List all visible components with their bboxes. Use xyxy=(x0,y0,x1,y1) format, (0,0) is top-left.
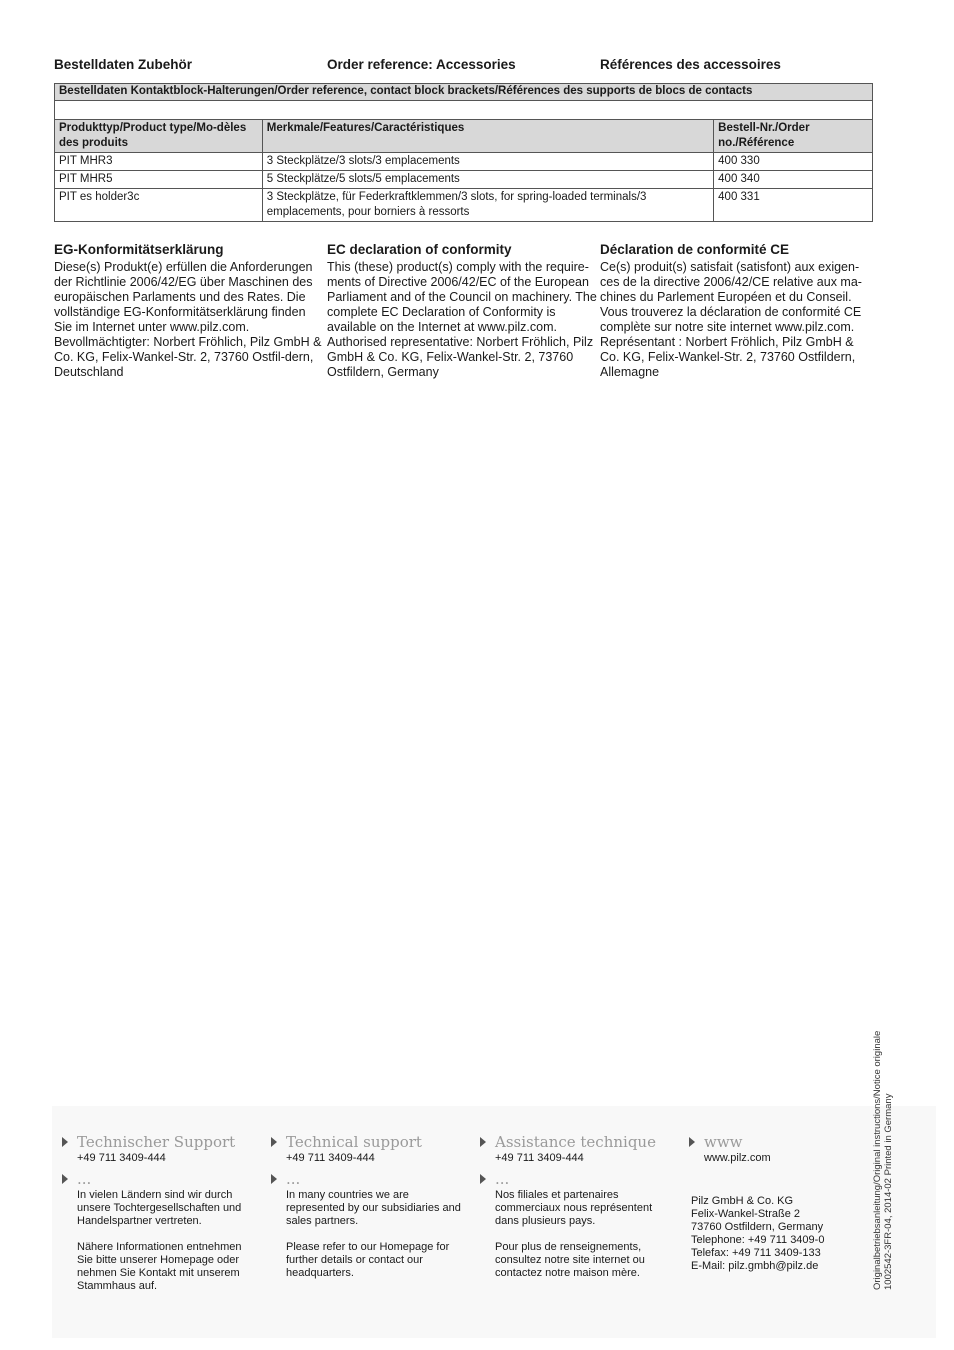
arrow-right-icon xyxy=(480,1174,486,1184)
conformity-text-fr: Ce(s) produit(s) satisfait (satisfont) aux exigen-ces de la directive 2006/42/CE relative aux ma-chines du Parlement Européen et du Conseil. Vous trouverez la déclaration de conformité CE complète sur notre site internet www.pilz.com. Représentant : Norbert Fröhlich, Pilz GmbH & Co. KG, Felix-Wankel-Str. 2, 73760 Ostfildern, Allemagne xyxy=(600,260,862,379)
side-note-line1: Originalbetriebsanleitung/Original instructions/Notice originale xyxy=(872,1030,883,1290)
conformity-title-en: EC declaration of conformity xyxy=(327,242,512,257)
conformity-text-en: This (these) product(s) comply with the require-ments of Directive 2006/42/EC of the European Parliament and of the Council on machinery. The complete EC Declaration of Conformity is available on the Internet at www.pilz.com. Authorised representative: Norbert Fröhlich, Pilz GmbH & Co. KG, Felix-Wankel-Str. 2, 73760 Ostfildern, Germany xyxy=(327,260,597,379)
footer-email[interactable]: E-Mail: pilz.gmbh@pilz.de xyxy=(691,1260,819,1272)
footer-url-link[interactable]: www.pilz.com xyxy=(704,1152,771,1164)
footer-www xyxy=(689,1132,879,1273)
footer-text2-en: Please refer to our Homepage for further details or contact our headquarters. xyxy=(286,1241,450,1279)
footer-text1-fr: Nos filiales et partenaires commerciaux nous représentent dans plusieurs pays. xyxy=(495,1189,653,1227)
footer-phone-de: +49 711 3409-444 xyxy=(77,1152,166,1164)
footer-title-fr: Assistance technique xyxy=(495,1132,656,1151)
arrow-right-icon xyxy=(62,1137,68,1147)
cell-product-type: PIT MHR5 xyxy=(55,171,263,189)
conformity-de xyxy=(54,241,324,380)
footer-text1-de: In vielen Ländern sind wir durch unsere Tochtergesellschaften und Handelspartner vertreten. xyxy=(77,1189,242,1227)
footer-support-en xyxy=(271,1132,461,1280)
footer-title-www: www xyxy=(704,1132,743,1151)
arrow-right-icon xyxy=(689,1137,695,1147)
table-row xyxy=(55,153,873,171)
footer-company: Pilz GmbH & Co. KG xyxy=(691,1195,794,1207)
table-spacer xyxy=(55,101,873,120)
footer-support-fr xyxy=(480,1132,670,1280)
arrow-right-icon xyxy=(480,1137,486,1147)
column-header-features: Merkmale/Features/Caractéristiques xyxy=(262,120,713,153)
table-title-row xyxy=(55,84,873,101)
footer-text1-en: In many countries we are represented by our subsidiaries and sales partners. xyxy=(286,1189,461,1227)
conformity-title-de: EG-Konformitätserklärung xyxy=(54,242,224,257)
footer-phone-fr: +49 711 3409-444 xyxy=(495,1152,584,1164)
arrow-right-icon xyxy=(62,1174,68,1184)
heading-fr: Références des accessoires xyxy=(600,57,781,72)
footer-phone-en: +49 711 3409-444 xyxy=(286,1152,375,1164)
conformity-fr xyxy=(600,241,870,380)
section-headings xyxy=(54,57,874,77)
table-row xyxy=(55,171,873,189)
footer-phone: Telephone: +49 711 3409-0 xyxy=(691,1234,825,1246)
cell-order-no: 400 330 xyxy=(714,153,873,171)
footer-title-de: Technischer Support xyxy=(77,1132,236,1151)
footer-title-en: Technical support xyxy=(286,1132,422,1151)
cell-order-no: 400 331 xyxy=(714,189,873,222)
footer-support-de xyxy=(62,1132,252,1293)
column-header-order-no: Bestell-Nr./Order no./Référence xyxy=(714,120,873,153)
cell-features: 3 Steckplätze, für Federkraftklemmen/3 slots, for spring-loaded terminals/3 emplacements, pour borniers à ressorts xyxy=(262,189,713,222)
conformity-title-fr: Déclaration de conformité CE xyxy=(600,242,790,257)
order-table xyxy=(54,83,873,222)
conformity-en xyxy=(327,241,597,380)
side-note-line2: 1002542-3FR-04, 2014-02 Printed in Germany xyxy=(883,1093,894,1290)
footer-dots-en: ... xyxy=(286,1169,301,1188)
footer-dots-de: ... xyxy=(77,1169,92,1188)
footer-city: 73760 Ostfildern, Germany xyxy=(691,1221,824,1233)
column-header-product-type: Produkttyp/Product type/Mo-dèles des produits xyxy=(55,120,263,153)
arrow-right-icon xyxy=(271,1174,277,1184)
footer-text2-fr: Pour plus de renseignements, consultez notre site internet ou contactez notre maison mère. xyxy=(495,1241,645,1279)
footer-fax: Telefax: +49 711 3409-133 xyxy=(691,1247,821,1259)
table-title: Bestelldaten Kontaktblock-Halterungen/Order reference, contact block brackets/Références des supports de blocs de contacts xyxy=(55,84,873,101)
cell-product-type: PIT MHR3 xyxy=(55,153,263,171)
cell-order-no: 400 340 xyxy=(714,171,873,189)
footer-street: Felix-Wankel-Straße 2 xyxy=(691,1208,801,1220)
side-note xyxy=(872,1031,894,1290)
cell-features: 3 Steckplätze/3 slots/3 emplacements xyxy=(262,153,713,171)
cell-features: 5 Steckplätze/5 slots/5 emplacements xyxy=(262,171,713,189)
table-header-row xyxy=(55,120,873,153)
cell-product-type: PIT es holder3c xyxy=(55,189,263,222)
arrow-right-icon xyxy=(271,1137,277,1147)
conformity-text-de: Diese(s) Produkt(e) erfüllen die Anforderungen der Richtlinie 2006/42/EG über Maschinen des europäischen Parlaments und des Rates. Die vollständige EG-Konformitätserklärung finden Sie im Internet unter www.pilz.com. Bevollmächtigter: Norbert Fröhlich, Pilz GmbH & Co. KG, Felix-Wankel-Str. 2, 73760 Ostfil-dern, Deutschland xyxy=(54,260,322,379)
heading-en: Order reference: Accessories xyxy=(327,57,516,72)
heading-de: Bestelldaten Zubehör xyxy=(54,57,193,72)
table-row xyxy=(55,189,873,222)
footer-dots-fr: ... xyxy=(495,1169,510,1188)
footer-text2-de: Nähere Informationen entnehmen Sie bitte unserer Homepage oder nehmen Sie Kontakt mit unserem Stammhaus auf. xyxy=(77,1241,242,1292)
